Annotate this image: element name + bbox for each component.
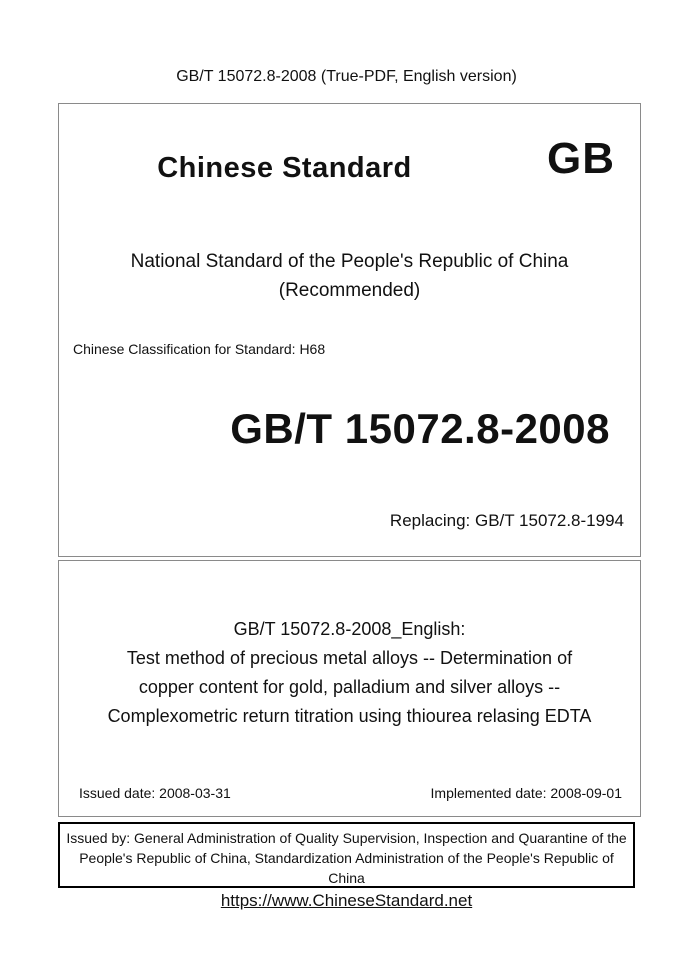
recommended-line: (Recommended) [278,280,421,301]
standard-number: GB/T 15072.8-2008 [230,405,610,452]
english-title-line-3: copper content for gold, palladium and silver alloys -- [138,677,561,697]
national-standard-line: National Standard of the People's Republic of China [130,251,569,272]
implemented-date: Implemented date: 2008-09-01 [430,785,622,801]
page-header-title: GB/T 15072.8-2008 (True-PDF, English version) [176,68,517,85]
issued-date: Issued date: 2008-03-31 [79,785,231,801]
dates-row [79,785,622,801]
national-standard-block [59,247,640,305]
classification-line: Chinese Classification for Standard: H68 [73,341,326,357]
gb-logo: GB [547,134,615,183]
brand-title: Chinese Standard [157,152,412,184]
english-title-line-2: Test method of precious metal alloys -- Determination of [126,648,573,668]
english-title-line-4: Complexometric return titration using thiourea relasing EDTA [107,706,592,726]
english-title-line-1: GB/T 15072.8-2008_English: [233,619,466,639]
replacing-line: Replacing: GB/T 15072.8-1994 [389,511,624,530]
description-box [58,560,641,817]
chinesestandard-link[interactable]: https://www.ChineseStandard.net [220,891,473,910]
english-title-block [59,615,640,731]
issuer-box: Issued by: General Administration of Quality Supervision, Inspection and Quarantine of the People's Republic of China, Standardization Administration of the People's Republic of China [58,822,635,888]
cover-box [58,103,641,557]
footer [0,891,693,911]
